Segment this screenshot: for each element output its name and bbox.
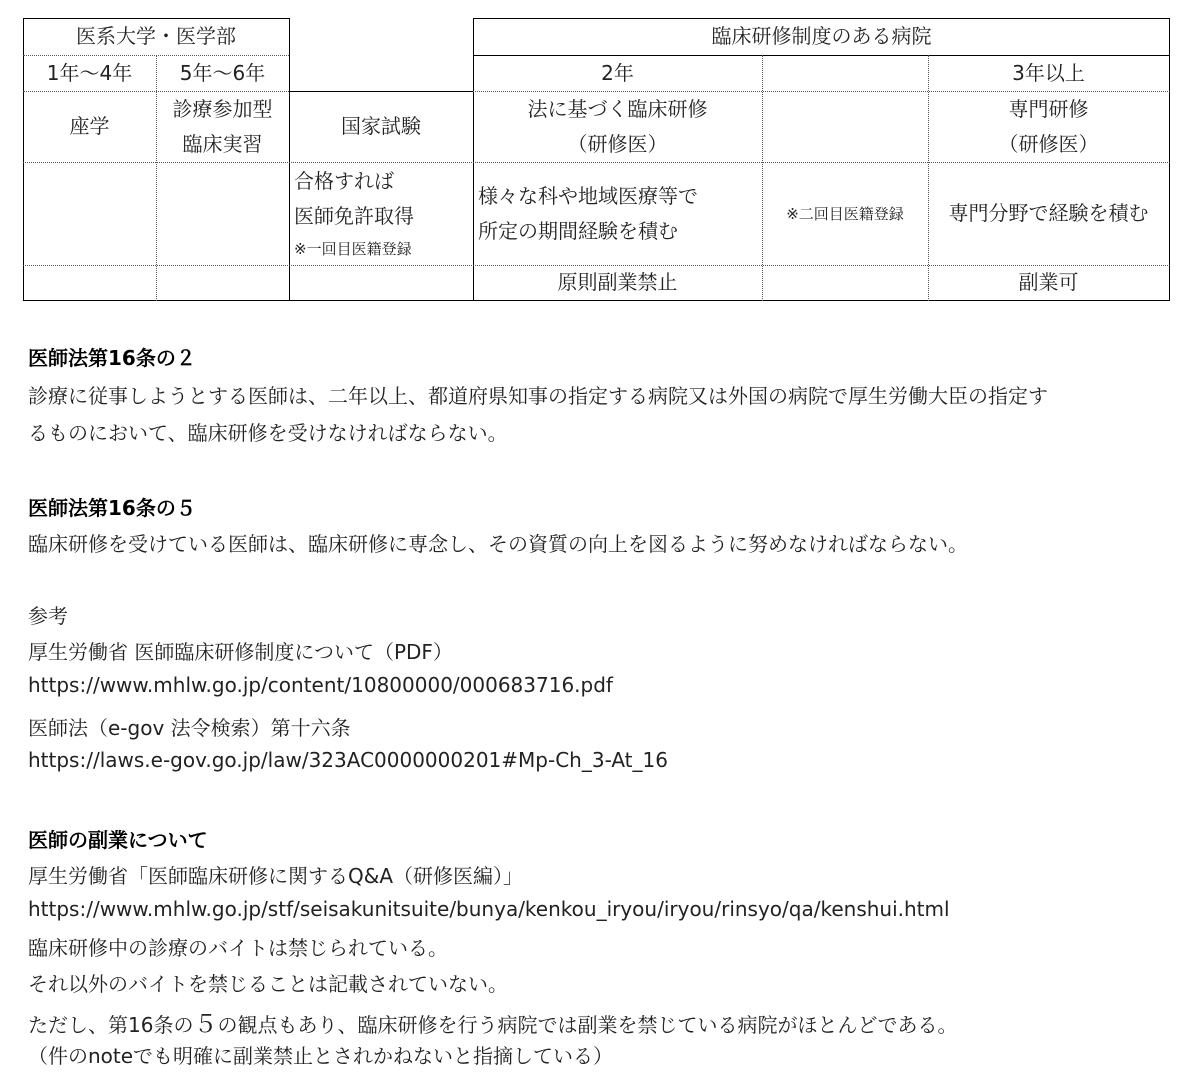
reference-2-url[interactable]: https://laws.e-gov.go.jp/law/323AC0000000201#Mp-Ch_3-At_16: [28, 748, 668, 772]
section-title-article-16-2: 医師法第16条の２: [28, 346, 196, 370]
detail-various-line1: 様々な科や地域医療等で: [478, 183, 698, 208]
article-16-5-text: 臨床研修を受けている医師は、臨床研修に専念し、その資質の向上を図るように努めなければならない。: [28, 532, 968, 556]
role-specialty-line1: 専門研修: [1008, 96, 1089, 121]
side-job-text-line1: 臨床研修中の診療のバイトは禁じられている。: [28, 936, 448, 960]
side-job-source: 厚生労働省「医師臨床研修に関するQ&A（研修医編）」: [28, 864, 524, 888]
role-specialty-line2: （研修医）: [998, 131, 1099, 156]
table-border: [23, 300, 1170, 301]
detail-pass-line2: 医師免許取得: [294, 203, 414, 228]
detail-second-registration-label: ※二回目医籍登録: [786, 204, 904, 223]
year-1-4-label: 1年～4年: [46, 60, 133, 85]
year-2: [473, 55, 762, 91]
year-3plus: [928, 55, 1169, 91]
side-job-text-line4: （件のnoteでも明確に副業禁止とされかねないと指摘している）: [28, 1044, 614, 1068]
section-title-side-job: 医師の副業について: [28, 828, 208, 852]
article-16-2-text-line2: るものにおいて、臨床研修を受けなければならない。: [28, 421, 508, 445]
reference-label: 参考: [28, 604, 68, 628]
role-clerkship-line1: 診療参加型: [172, 96, 273, 121]
role-training-line1: 法に基づく臨床研修: [527, 96, 708, 121]
detail-specialty-label: 専門分野で経験を積む: [948, 201, 1149, 225]
side-job-url[interactable]: https://www.mhlw.go.jp/stf/seisakunitsuite/bunya/kenkou_iryou/iryou/rinsyo/qa/kenshui.html: [28, 897, 950, 921]
header-hospital-label: 臨床研修制度のある病院: [711, 24, 932, 48]
training-timeline-table: [23, 18, 1170, 301]
role-zagaku-label: 座学: [69, 114, 110, 138]
role-clerkship-line2: 臨床実習: [182, 131, 263, 156]
detail-specialty: [928, 162, 1169, 265]
detail-second-registration: [762, 162, 928, 265]
year-2-label: 2年: [601, 60, 634, 85]
role-clinical-clerkship: [156, 91, 289, 162]
header-university: [23, 18, 289, 55]
section-title-article-16-5: 医師法第16条の５: [28, 496, 196, 520]
reference-2-title: 医師法（e-gov 法令検索）第十六条: [28, 716, 351, 740]
detail-pass-line1: 合格すれば: [294, 168, 394, 193]
table-border: [289, 18, 290, 91]
reference-1-title: 厚生労働省 医師臨床研修制度について（PDF）: [28, 640, 453, 664]
side-job-text-line3-number: ５: [193, 1010, 218, 1038]
side-job-text-line2: それ以外のバイトを禁じることは記載されていない。: [28, 972, 508, 996]
year-3plus-label: 3年以上: [1012, 60, 1085, 85]
reference-1-url[interactable]: https://www.mhlw.go.jp/content/10800000/000683716.pdf: [28, 673, 613, 697]
year-5-6-label: 5年～6年: [179, 60, 266, 85]
table-border: [1169, 18, 1170, 301]
side-job-text-line3: [28, 1004, 957, 1039]
header-hospital: [473, 18, 1170, 55]
sidejob-prohibited: [473, 265, 762, 300]
year-5-6: [156, 55, 289, 91]
detail-various-line2: 所定の期間経験を積む: [478, 218, 678, 243]
role-specialty-training: [928, 91, 1169, 162]
role-national-exam-label: 国家試験: [341, 114, 421, 138]
role-zagaku: [23, 91, 156, 162]
year-1-4: [23, 55, 156, 91]
role-training-line2: （研修医）: [567, 131, 668, 156]
side-job-text-line3-a: ただし、第16条の: [28, 1013, 194, 1037]
side-job-text-line3-c: の観点もあり、臨床研修を行う病院では副業を禁じている病院がほとんどである。: [217, 1013, 958, 1037]
header-university-label: 医系大学・医学部: [76, 24, 236, 48]
role-clinical-training: [473, 91, 762, 162]
sidejob-allowed: [928, 265, 1169, 300]
sidejob-allowed-label: 副業可: [1018, 270, 1079, 294]
role-national-exam: [289, 91, 473, 162]
detail-various-experience: [473, 162, 762, 265]
detail-pass-license: [289, 162, 473, 265]
article-16-2-text-line1: 診療に従事しようとする医師は、二年以上、都道府県知事の指定する病院又は外国の病院で厚生労働大臣の指定す: [28, 384, 1048, 408]
sidejob-prohibited-label: 原則副業禁止: [557, 270, 678, 294]
detail-first-registration: ※一回目医籍登録: [294, 239, 412, 258]
